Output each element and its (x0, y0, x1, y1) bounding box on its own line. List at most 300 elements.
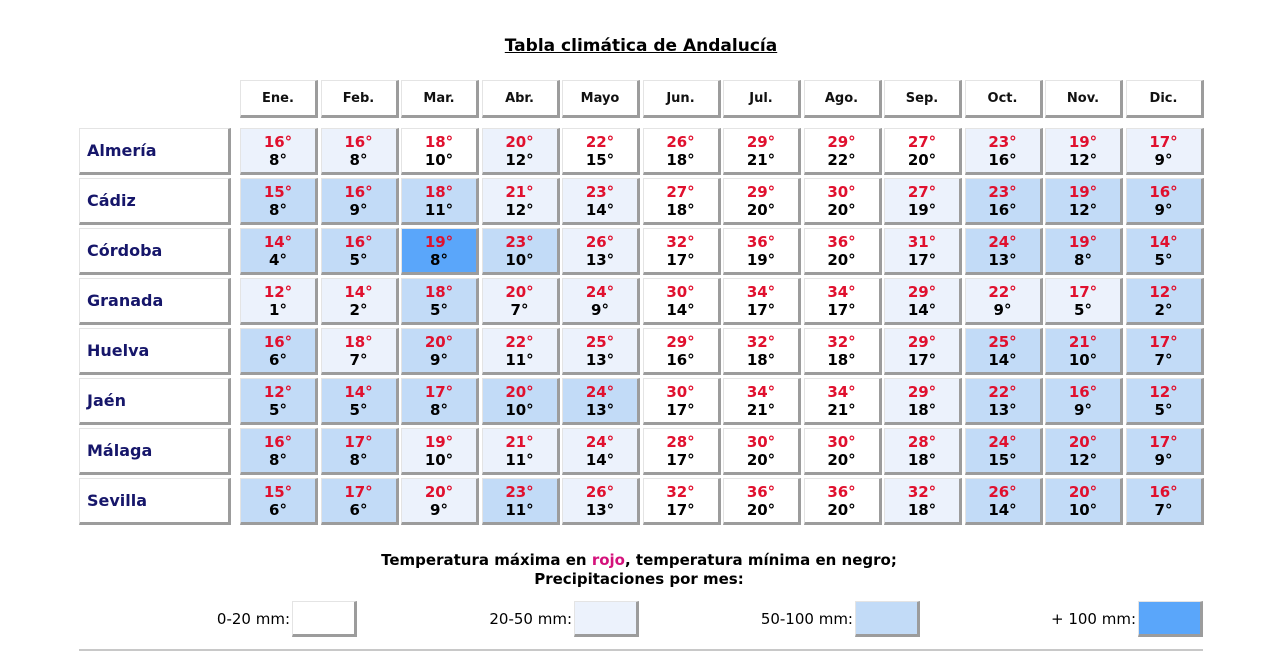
legend-swatch-3 (1138, 601, 1203, 637)
min-temperature: 14° (988, 350, 1017, 369)
temperature-cell (643, 178, 721, 225)
max-temperature: 30° (827, 432, 856, 451)
max-temperature: 16° (263, 132, 293, 151)
min-temperature: 8° (269, 450, 287, 469)
max-temperature: 17° (344, 482, 373, 501)
max-temperature: 14° (1149, 232, 1178, 251)
min-temperature: 17° (666, 400, 695, 419)
month-header: Mar. (401, 80, 479, 118)
temperature-cell (1126, 128, 1204, 175)
min-temperature: 5° (349, 400, 368, 419)
max-temperature: 22° (988, 282, 1017, 301)
temperature-cell (401, 328, 479, 375)
min-temperature: 17° (907, 350, 937, 369)
city-label: Málaga (79, 428, 231, 475)
max-temperature: 22° (585, 132, 615, 151)
min-temperature: 18° (907, 450, 937, 469)
max-temperature: 16° (263, 432, 293, 451)
min-temperature: 7° (1154, 350, 1173, 369)
min-temperature: 18° (666, 150, 695, 169)
min-temperature: 13° (988, 400, 1017, 419)
min-temperature: 13° (988, 250, 1017, 269)
min-temperature: 7° (510, 300, 529, 319)
min-temperature: 14° (585, 450, 615, 469)
min-temperature: 9° (1154, 150, 1173, 169)
max-temperature: 24° (585, 382, 615, 401)
temperature-cell (1126, 478, 1204, 525)
month-header: Nov. (1045, 80, 1123, 118)
max-temperature: 30° (666, 282, 695, 301)
max-temperature: 26° (585, 232, 615, 251)
temperature-cell (1045, 378, 1123, 425)
temperature-cell (723, 178, 801, 225)
month-header: Feb. (321, 80, 399, 118)
temperature-cell (723, 378, 801, 425)
min-temperature: 8° (269, 150, 287, 169)
min-temperature: 20° (746, 200, 776, 219)
max-temperature: 28° (907, 432, 937, 451)
temperature-cell (562, 278, 640, 325)
max-temperature: 16° (1149, 482, 1178, 501)
max-temperature: 19° (1068, 132, 1098, 151)
min-temperature: 18° (827, 350, 856, 369)
month-header: Dic. (1126, 80, 1204, 118)
max-temperature: 16° (344, 232, 373, 251)
legend-line-1-start: Temperatura máxima en (381, 551, 592, 569)
min-temperature: 9° (1154, 450, 1173, 469)
city-label: Córdoba (79, 228, 231, 275)
max-temperature: 31° (907, 232, 937, 251)
temperature-cell (401, 128, 479, 175)
min-temperature: 20° (827, 250, 856, 269)
min-temperature: 20° (746, 450, 776, 469)
max-temperature: 24° (585, 282, 615, 301)
min-temperature: 20° (827, 200, 856, 219)
temperature-cell (562, 328, 640, 375)
min-temperature: 9° (430, 350, 448, 369)
temperature-cell (965, 328, 1043, 375)
min-temperature: 14° (988, 500, 1017, 519)
temperature-cell (965, 228, 1043, 275)
month-header: Jul. (723, 80, 801, 118)
min-temperature: 15° (988, 450, 1017, 469)
month-header: Abr. (482, 80, 560, 118)
max-temperature: 16° (263, 332, 293, 351)
min-temperature: 20° (827, 450, 856, 469)
min-temperature: 13° (585, 350, 615, 369)
min-temperature: 7° (1154, 500, 1173, 519)
max-temperature: 25° (988, 332, 1017, 351)
max-temperature: 20° (1068, 432, 1098, 451)
min-temperature: 17° (666, 250, 695, 269)
min-temperature: 21° (746, 150, 776, 169)
min-temperature: 16° (666, 350, 695, 369)
temperature-cell (965, 128, 1043, 175)
temperature-cell (643, 478, 721, 525)
max-temperature: 17° (1149, 332, 1178, 351)
max-temperature: 25° (585, 332, 615, 351)
min-temperature: 1° (269, 300, 287, 319)
min-temperature: 6° (269, 350, 287, 369)
temperature-cell (321, 428, 399, 475)
temperature-cell (965, 378, 1043, 425)
min-temperature: 16° (988, 150, 1017, 169)
max-temperature: 32° (907, 482, 937, 501)
temperature-cell (321, 128, 399, 175)
city-label: Cádiz (79, 178, 231, 225)
max-temperature: 27° (666, 182, 695, 201)
temperature-cell (1045, 228, 1123, 275)
temperature-cell (804, 128, 882, 175)
max-temperature: 34° (827, 382, 856, 401)
min-temperature: 14° (666, 300, 695, 319)
max-temperature: 29° (746, 132, 776, 151)
temperature-cell (401, 278, 479, 325)
temperature-cell (804, 228, 882, 275)
temperature-cell (1126, 278, 1204, 325)
min-temperature: 6° (269, 500, 287, 519)
temperature-cell (401, 428, 479, 475)
temperature-cell (240, 178, 318, 225)
page-title: Tabla climática de Andalucía (504, 36, 778, 56)
min-temperature: 5° (269, 400, 287, 419)
min-temperature: 17° (666, 450, 695, 469)
min-temperature: 18° (907, 500, 937, 519)
max-temperature: 24° (988, 232, 1017, 251)
temperature-cell (240, 428, 318, 475)
min-temperature: 19° (907, 200, 937, 219)
max-temperature: 36° (827, 232, 856, 251)
temperature-cell (1045, 478, 1123, 525)
max-temperature: 26° (988, 482, 1017, 501)
temperature-cell (401, 378, 479, 425)
max-temperature: 15° (263, 182, 293, 201)
temperature-cell (643, 428, 721, 475)
min-temperature: 8° (349, 450, 368, 469)
temperature-cell (482, 278, 560, 325)
min-temperature: 9° (1154, 200, 1173, 219)
max-temperature: 17° (1149, 132, 1178, 151)
min-temperature: 9° (430, 500, 448, 519)
max-temperature: 18° (424, 182, 454, 201)
temperature-cell (723, 428, 801, 475)
max-temperature: 20° (505, 282, 534, 301)
max-temperature: 19° (1068, 182, 1098, 201)
temperature-cell (1126, 178, 1204, 225)
legend-range-3: + 100 mm: (1050, 610, 1136, 628)
max-temperature: 29° (907, 332, 937, 351)
city-label: Huelva (79, 328, 231, 375)
min-temperature: 13° (585, 250, 615, 269)
max-temperature: 14° (344, 282, 373, 301)
max-temperature: 34° (827, 282, 856, 301)
max-temperature: 34° (746, 382, 776, 401)
temperature-cell (240, 328, 318, 375)
max-temperature: 27° (907, 132, 937, 151)
month-header: Ago. (804, 80, 882, 118)
legend-line-2: Precipitaciones por mes: (534, 570, 744, 588)
temperature-cell (562, 228, 640, 275)
temperature-cell (482, 328, 560, 375)
temperature-cell (884, 328, 962, 375)
temperature-cell (562, 378, 640, 425)
temperature-cell (965, 478, 1043, 525)
temperature-cell (401, 228, 479, 275)
temperature-cell (965, 178, 1043, 225)
min-temperature: 9° (1074, 400, 1092, 419)
temperature-cell (723, 228, 801, 275)
temperature-cell (804, 178, 882, 225)
max-temperature: 29° (907, 382, 937, 401)
min-temperature: 10° (505, 400, 534, 419)
city-label: Almería (79, 128, 231, 175)
max-temperature: 12° (1149, 382, 1178, 401)
min-temperature: 11° (505, 350, 534, 369)
min-temperature: 11° (505, 450, 534, 469)
temperature-cell (643, 278, 721, 325)
temperature-cell (1045, 428, 1123, 475)
min-temperature: 20° (746, 500, 776, 519)
min-temperature: 8° (349, 150, 368, 169)
max-temperature: 21° (505, 432, 534, 451)
min-temperature: 10° (1068, 350, 1098, 369)
temperature-cell (884, 178, 962, 225)
min-temperature: 17° (907, 250, 937, 269)
temperature-cell (643, 328, 721, 375)
max-temperature: 18° (424, 132, 454, 151)
max-temperature: 20° (505, 132, 534, 151)
temperature-cell (321, 178, 399, 225)
min-temperature: 9° (993, 300, 1012, 319)
max-temperature: 17° (344, 432, 373, 451)
max-temperature: 16° (344, 182, 373, 201)
temperature-cell (562, 478, 640, 525)
temperature-cell (643, 378, 721, 425)
min-temperature: 5° (349, 250, 368, 269)
max-temperature: 29° (907, 282, 937, 301)
min-temperature: 2° (349, 300, 368, 319)
max-temperature: 24° (988, 432, 1017, 451)
max-temperature: 29° (746, 182, 776, 201)
temperature-cell (884, 128, 962, 175)
max-temperature: 15° (263, 482, 293, 501)
max-temperature: 34° (746, 282, 776, 301)
max-temperature: 16° (1149, 182, 1178, 201)
temperature-cell (804, 428, 882, 475)
legend-range-2: 50-100 mm: (760, 610, 853, 628)
min-temperature: 11° (505, 500, 534, 519)
max-temperature: 30° (827, 182, 856, 201)
legend-range-1: 20-50 mm: (489, 610, 572, 628)
max-temperature: 36° (746, 232, 776, 251)
max-temperature: 12° (1149, 282, 1178, 301)
temperature-cell (884, 278, 962, 325)
min-temperature: 21° (827, 400, 856, 419)
temperature-cell (1126, 328, 1204, 375)
temperature-cell (1126, 228, 1204, 275)
max-temperature: 30° (666, 382, 695, 401)
min-temperature: 12° (1068, 150, 1098, 169)
temperature-cell (240, 478, 318, 525)
max-temperature: 12° (263, 382, 293, 401)
max-temperature: 22° (505, 332, 534, 351)
min-temperature: 14° (907, 300, 937, 319)
min-temperature: 10° (424, 450, 454, 469)
min-temperature: 8° (430, 250, 448, 269)
legend-swatch-2 (855, 601, 920, 637)
max-temperature: 26° (666, 132, 695, 151)
min-temperature: 11° (424, 200, 454, 219)
temperature-cell (562, 178, 640, 225)
max-temperature: 19° (424, 432, 454, 451)
min-temperature: 12° (505, 150, 534, 169)
max-temperature: 36° (746, 482, 776, 501)
legend-line-1-end: , temperatura mínima en negro; (624, 551, 897, 569)
month-header: Oct. (965, 80, 1043, 118)
max-temperature: 18° (344, 332, 373, 351)
temperature-cell (1045, 328, 1123, 375)
temperature-cell (1045, 178, 1123, 225)
temperature-cell (321, 278, 399, 325)
max-temperature: 16° (1068, 382, 1098, 401)
min-temperature: 18° (746, 350, 776, 369)
temperature-cell (321, 328, 399, 375)
min-temperature: 20° (907, 150, 937, 169)
max-temperature: 28° (666, 432, 695, 451)
temperature-cell (562, 128, 640, 175)
city-label: Sevilla (79, 478, 231, 525)
max-temperature: 14° (344, 382, 373, 401)
temperature-cell (804, 378, 882, 425)
max-temperature: 18° (424, 282, 454, 301)
min-temperature: 17° (666, 500, 695, 519)
temperature-cell (240, 278, 318, 325)
temperature-cell (884, 428, 962, 475)
min-temperature: 5° (1154, 400, 1173, 419)
min-temperature: 10° (1068, 500, 1098, 519)
max-temperature: 14° (263, 232, 293, 251)
temperature-cell (482, 128, 560, 175)
temperature-cell (482, 478, 560, 525)
temperature-cell (240, 128, 318, 175)
min-temperature: 12° (1068, 200, 1098, 219)
temperature-cell (723, 128, 801, 175)
temperature-cell (723, 278, 801, 325)
legend-line-1 (0, 551, 1278, 569)
max-temperature: 22° (988, 382, 1017, 401)
max-temperature: 23° (585, 182, 615, 201)
temperature-cell (965, 428, 1043, 475)
temperature-cell (1126, 428, 1204, 475)
temperature-cell (884, 228, 962, 275)
temperature-cell (482, 178, 560, 225)
temperature-cell (482, 378, 560, 425)
temperature-cell (401, 178, 479, 225)
temperature-cell (321, 478, 399, 525)
max-temperature: 19° (424, 232, 454, 251)
month-header: Mayo (562, 80, 640, 118)
temperature-cell (562, 428, 640, 475)
city-label: Jaén (79, 378, 231, 425)
min-temperature: 14° (585, 200, 615, 219)
max-temperature: 19° (1068, 232, 1098, 251)
temperature-cell (884, 478, 962, 525)
temperature-cell (643, 228, 721, 275)
max-temperature: 20° (1068, 482, 1098, 501)
max-temperature: 21° (1068, 332, 1098, 351)
temperature-cell (482, 228, 560, 275)
max-temperature: 23° (988, 132, 1017, 151)
min-temperature: 21° (746, 400, 776, 419)
min-temperature: 17° (746, 300, 776, 319)
bottom-divider (79, 649, 1203, 651)
min-temperature: 22° (827, 150, 856, 169)
temperature-cell (321, 378, 399, 425)
legend-range-0: 0-20 mm: (216, 610, 290, 628)
min-temperature: 16° (988, 200, 1017, 219)
max-temperature: 27° (907, 182, 937, 201)
min-temperature: 8° (1074, 250, 1092, 269)
month-header: Ene. (240, 80, 318, 118)
max-temperature: 32° (746, 332, 776, 351)
min-temperature: 4° (269, 250, 287, 269)
max-temperature: 17° (1149, 432, 1178, 451)
temperature-cell (401, 478, 479, 525)
temperature-cell (884, 378, 962, 425)
temperature-cell (804, 328, 882, 375)
min-temperature: 5° (1074, 300, 1092, 319)
max-temperature: 30° (746, 432, 776, 451)
max-temperature: 32° (666, 232, 695, 251)
min-temperature: 6° (349, 500, 368, 519)
max-temperature: 17° (424, 382, 454, 401)
temperature-cell (643, 128, 721, 175)
min-temperature: 13° (585, 500, 615, 519)
legend-red-word: rojo (591, 551, 625, 569)
min-temperature: 9° (349, 200, 368, 219)
min-temperature: 19° (746, 250, 776, 269)
month-header: Jun. (643, 80, 721, 118)
max-temperature: 24° (585, 432, 615, 451)
min-temperature: 17° (827, 300, 856, 319)
max-temperature: 32° (666, 482, 695, 501)
max-temperature: 20° (424, 332, 454, 351)
min-temperature: 12° (1068, 450, 1098, 469)
max-temperature: 29° (827, 132, 856, 151)
temperature-cell (804, 478, 882, 525)
temperature-cell (1126, 378, 1204, 425)
temperature-cell (723, 478, 801, 525)
min-temperature: 10° (424, 150, 454, 169)
min-temperature: 12° (505, 200, 534, 219)
temperature-cell (965, 278, 1043, 325)
min-temperature: 2° (1154, 300, 1173, 319)
max-temperature: 20° (505, 382, 534, 401)
max-temperature: 16° (344, 132, 373, 151)
min-temperature: 18° (907, 400, 937, 419)
min-temperature: 5° (430, 300, 448, 319)
temperature-cell (1045, 128, 1123, 175)
max-temperature: 32° (827, 332, 856, 351)
min-temperature: 9° (591, 300, 609, 319)
min-temperature: 20° (827, 500, 856, 519)
legend-swatch-1 (574, 601, 639, 637)
min-temperature: 15° (585, 150, 615, 169)
temperature-cell (723, 328, 801, 375)
temperature-cell (482, 428, 560, 475)
max-temperature: 29° (666, 332, 695, 351)
min-temperature: 8° (430, 400, 448, 419)
